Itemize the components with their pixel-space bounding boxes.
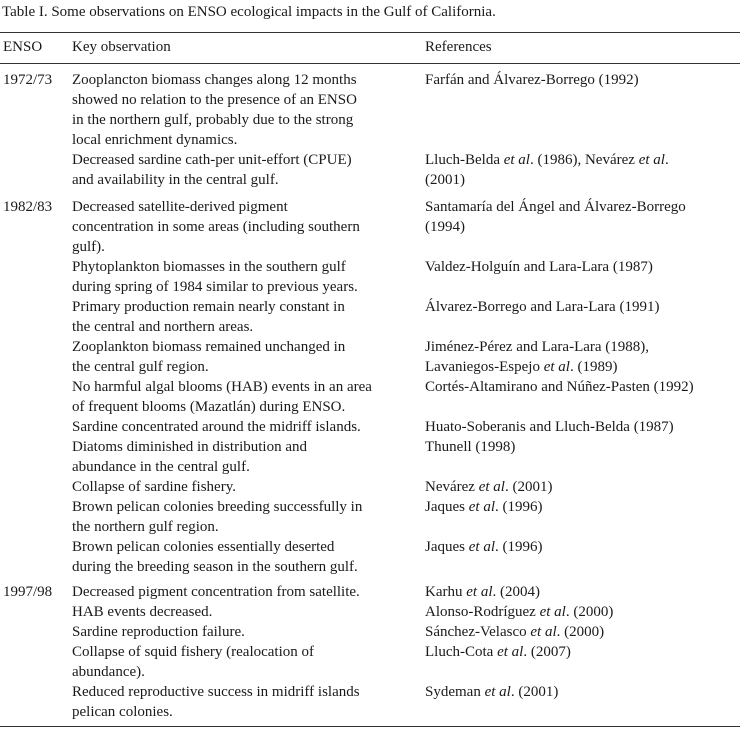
observation-line: pelican colonies. (72, 704, 173, 720)
reference-text: Cortés-Altamirano and Núñez-Pasten (1992) (425, 379, 694, 395)
reference-text: (1994) (425, 219, 465, 235)
reference-text: Lluch-Cota (425, 644, 498, 660)
observation-line: concentration in some areas (including southern (72, 219, 360, 235)
key-observation (72, 377, 372, 417)
key-observation (72, 437, 307, 477)
observation-line: the central gulf region. (72, 359, 209, 375)
reference (425, 70, 639, 90)
reference (425, 150, 669, 190)
observation-line: Decreased pigment concentration from satellite. (72, 584, 360, 600)
reference-line (425, 642, 571, 662)
reference-text: Álvarez-Borrego and Lara-Lara (1991) (425, 299, 660, 315)
reference-line (425, 217, 686, 237)
et-al-italic: et al (530, 624, 557, 640)
reference-line (425, 377, 694, 397)
observation-line: gulf). (72, 239, 105, 255)
observation-line: showed no relation to the presence of an ENSO (72, 92, 357, 108)
observation-line: the central and northern areas. (72, 319, 254, 335)
reference-text: Lluch-Belda (425, 152, 504, 168)
reference (425, 417, 674, 437)
reference (425, 437, 515, 457)
key-observation (72, 70, 357, 150)
reference-line (425, 477, 552, 497)
reference (425, 602, 613, 622)
observation-line: Phytoplankton biomasses in the southern gulf (72, 259, 346, 275)
reference-line (425, 682, 558, 702)
enso-period: 1982/83 (3, 199, 53, 215)
reference (425, 537, 543, 557)
reference (425, 682, 558, 702)
key-observation (72, 477, 236, 497)
et-al-italic: et al (497, 644, 524, 660)
key-observation (72, 537, 358, 577)
key-observation (72, 582, 360, 602)
reference-text: Jaques (425, 499, 469, 515)
key-observation (72, 682, 360, 722)
key-observation (72, 497, 362, 537)
observation-line: Collapse of sardine fishery. (72, 479, 236, 495)
bottom-rule (0, 726, 740, 727)
et-al-italic: et al (539, 604, 566, 620)
header-key-observation: Key observation (72, 39, 171, 55)
reference-line (425, 150, 669, 170)
key-observation (72, 417, 361, 437)
table-caption: Table I. Some observations on ENSO ecological impacts in the Gulf of California. (2, 4, 496, 20)
observation-line: Collapse of squid fishery (realocation of (72, 644, 315, 660)
et-al-italic: et al (468, 539, 495, 555)
reference (425, 257, 653, 277)
et-al-italic: et al (484, 684, 511, 700)
et-al-italic: et al (503, 152, 530, 168)
observation-line: of frequent blooms (Mazatlán) during ENSO. (72, 399, 346, 415)
observation-line: the northern gulf region. (72, 519, 219, 535)
reference-text: . (2001) (510, 684, 559, 700)
header-enso: ENSO (3, 39, 43, 55)
observation-line: Brown pelican colonies breeding successfully in (72, 499, 363, 515)
reference-text: . (2000) (565, 604, 614, 620)
reference (425, 642, 571, 662)
reference (425, 197, 686, 237)
reference-text: . (2001) (504, 479, 553, 495)
reference-text: . (2000) (556, 624, 605, 640)
reference (425, 622, 604, 642)
reference-text: Farfán and Álvarez-Borrego (1992) (425, 72, 639, 88)
reference-text: Valdez-Holguín and Lara-Lara (1987) (425, 259, 653, 275)
reference-text: Karhu (425, 584, 467, 600)
observation-line: Decreased satellite-derived pigment (72, 199, 288, 215)
et-al-italic: et al (638, 152, 665, 168)
observation-line: Diatoms diminished in distribution and (72, 439, 307, 455)
header-references: References (425, 39, 492, 55)
et-al-italic: et al (543, 359, 570, 375)
et-al-italic: et al (468, 499, 495, 515)
reference-text: . (1996) (495, 539, 543, 555)
key-observation (72, 602, 212, 622)
observation-line: in the northern gulf, probably due to the strong (72, 112, 354, 128)
observation-line: Zooplankton biomass remained unchanged in (72, 339, 346, 355)
reference-line (425, 602, 613, 622)
observation-line: abundance). (72, 664, 145, 680)
top-rule (0, 32, 740, 33)
reference-line (425, 437, 515, 457)
reference-text: . (1996) (495, 499, 543, 515)
key-observation (72, 622, 245, 642)
reference-text: . (2007) (523, 644, 571, 660)
header-rule (0, 63, 740, 64)
reference (425, 477, 552, 497)
reference-line (425, 337, 649, 357)
key-observation (72, 642, 314, 682)
reference (425, 582, 540, 602)
observation-line: and availability in the central gulf. (72, 172, 279, 188)
key-observation (72, 150, 352, 190)
observation-line: abundance in the central gulf. (72, 459, 250, 475)
observation-line: Sardine reproduction failure. (72, 624, 245, 640)
observation-line: Zooplancton biomass changes along 12 months (72, 72, 357, 88)
reference-line (425, 622, 604, 642)
reference-text: Sydeman (425, 684, 485, 700)
observation-line: No harmful algal blooms (HAB) events in an area (72, 379, 372, 395)
reference-text: Jiménez-Pérez and Lara-Lara (1988), (425, 339, 650, 355)
reference (425, 377, 694, 397)
reference-line (425, 537, 543, 557)
observation-line: during spring of 1984 similar to previous years. (72, 279, 358, 295)
enso-period: 1997/98 (3, 584, 53, 600)
reference-line (425, 170, 669, 190)
observation-line: Brown pelican colonies essentially deserted (72, 539, 335, 555)
observation-line: HAB events decreased. (72, 604, 213, 620)
key-observation (72, 197, 360, 257)
et-al-italic: et al (478, 479, 505, 495)
reference-text: Alonso-Rodríguez (425, 604, 540, 620)
reference-line (425, 297, 659, 317)
key-observation (72, 337, 345, 377)
reference-line (425, 582, 540, 602)
observation-line: local enrichment dynamics. (72, 132, 238, 148)
observation-line: Decreased sardine cath-per unit-effort (CPUE) (72, 152, 352, 168)
observation-line: Sardine concentrated around the midriff islands. (72, 419, 361, 435)
reference-text: Sánchez-Velasco (425, 624, 531, 640)
reference-line (425, 357, 649, 377)
reference-line (425, 497, 543, 517)
reference-line (425, 70, 639, 90)
reference-line (425, 197, 686, 217)
reference-text: Nevárez (425, 479, 479, 495)
reference-text: (2001) (425, 172, 465, 188)
enso-period: 1972/73 (3, 72, 53, 88)
key-observation (72, 297, 345, 337)
reference-text: Thunell (1998) (425, 439, 516, 455)
reference-text: Santamaría del Ángel and Álvarez-Borrego (425, 199, 686, 215)
key-observation (72, 257, 358, 297)
reference-text: . (1986), Nevárez (529, 152, 639, 168)
reference-text: Jaques (425, 539, 469, 555)
observation-line: Reduced reproductive success in midriff islands (72, 684, 360, 700)
et-al-italic: et al (466, 584, 493, 600)
reference (425, 337, 649, 377)
reference-text: Lavaniegos-Espejo (425, 359, 544, 375)
reference-text: . (2004) (492, 584, 540, 600)
reference-text: . (664, 152, 669, 168)
reference-text: . (1989) (569, 359, 618, 375)
reference-text: Huato-Soberanis and Lluch-Belda (1987) (425, 419, 674, 435)
observation-line: during the breeding season in the southern gulf. (72, 559, 358, 575)
reference (425, 497, 543, 517)
reference-line (425, 417, 674, 437)
reference-line (425, 257, 653, 277)
reference (425, 297, 659, 317)
observation-line: Primary production remain nearly constant in (72, 299, 345, 315)
